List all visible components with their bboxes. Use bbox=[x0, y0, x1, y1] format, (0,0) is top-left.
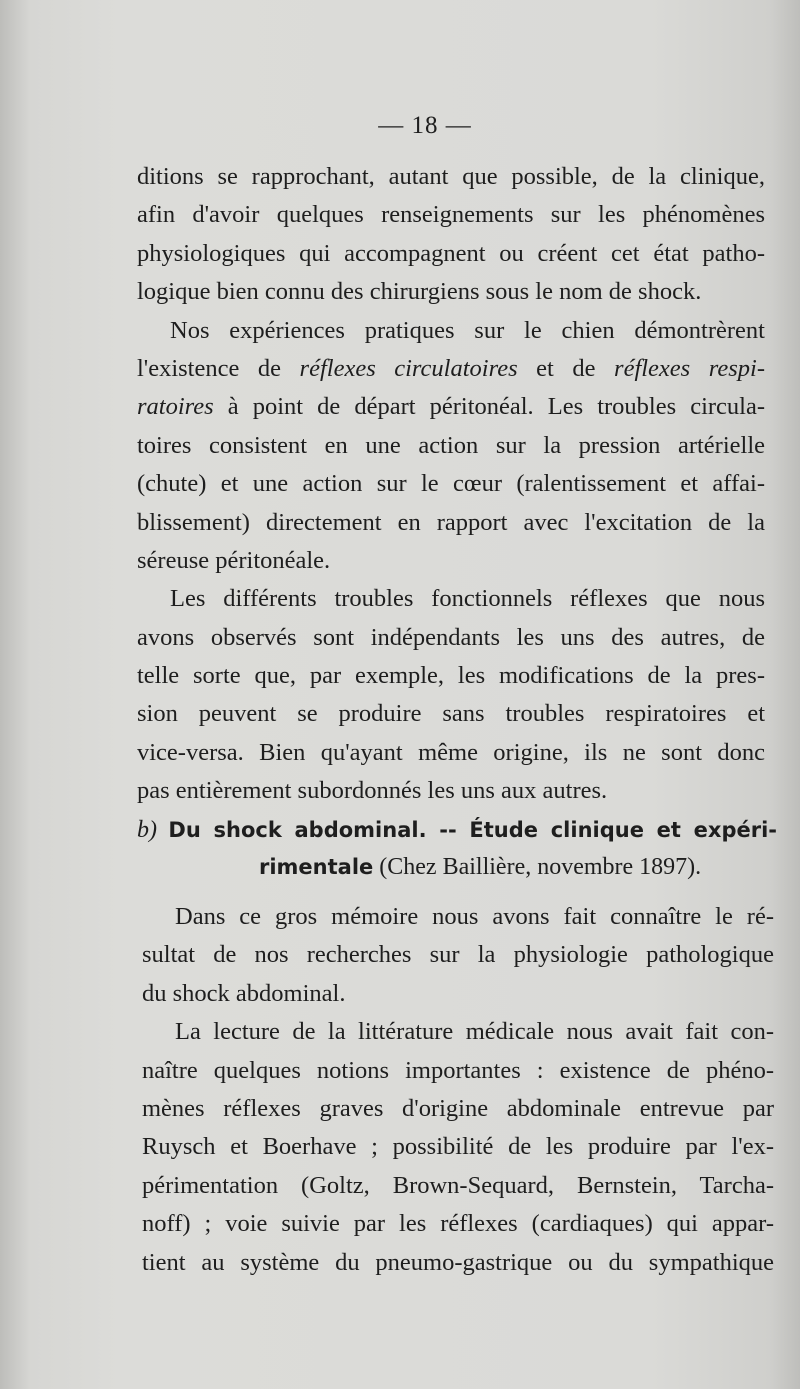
text-line bbox=[137, 388, 765, 426]
text-line: Dans ce gros mémoire nous avons fait connaître le ré- bbox=[175, 903, 774, 930]
text-line: logique bien connu des chirurgiens sous le nom de shock. bbox=[137, 278, 702, 306]
text-line: afin d'avoir quelques renseignements sur les phénomènes bbox=[137, 201, 765, 229]
text-line: physiologiques qui accompagnent ou créent cet état patho- bbox=[137, 239, 765, 267]
section-title-cont: rimentale bbox=[259, 855, 374, 879]
text-line: blissement) directement en rapport avec l'excitation de la bbox=[137, 508, 765, 536]
text-run: à point de départ péritonéal. Les troubles circula- bbox=[213, 393, 765, 421]
text-line: Nos expériences pratiques sur le chien démontrèrent bbox=[170, 316, 765, 344]
text-run: et de bbox=[517, 354, 615, 382]
text-line: noff) ; voie suivie par les réflexes (cardiaques) qui appar- bbox=[142, 1210, 774, 1238]
text-line: naître quelques notions importantes : existence de phéno- bbox=[142, 1056, 774, 1084]
text-line: ditions se rapprochant, autant que possible, de la clinique, bbox=[137, 163, 765, 190]
section-heading bbox=[137, 812, 777, 886]
section-title: Du shock abdominal. -- Étude clinique et expéri- bbox=[168, 818, 777, 842]
page-number: — 18 — bbox=[378, 112, 472, 139]
publication-note: (Chez Baillière, novembre 1897). bbox=[373, 854, 702, 880]
text-line: avons observés sont indépendants les uns des autres, de bbox=[137, 623, 765, 651]
text-line: Les différents troubles fonctionnels réflexes que nous bbox=[170, 585, 765, 613]
text-line: tient au système du pneumo-gastrique ou du sympathique bbox=[142, 1248, 774, 1276]
text-run: l'existence de bbox=[137, 354, 300, 382]
text-line: vice-versa. Bien qu'ayant même origine, ils ne sont donc bbox=[137, 738, 765, 766]
heading-line bbox=[137, 849, 777, 886]
body-text-lower bbox=[142, 898, 774, 1282]
text-line: toires consistent en une action sur la pression artérielle bbox=[137, 431, 765, 459]
text-line: du shock abdominal. bbox=[142, 979, 346, 1007]
text-line: telle sorte que, par exemple, les modifications de la pres- bbox=[137, 662, 765, 690]
text-line: périmentation (Goltz, Brown-Sequard, Bernstein, Tarcha- bbox=[142, 1171, 774, 1199]
text-line: pas entièrement subordonnés les uns aux autres. bbox=[137, 777, 608, 805]
text-line: sultat de nos recherches sur la physiologie pathologique bbox=[142, 941, 774, 969]
text-line: mènes réflexes graves d'origine abdominale entrevue par bbox=[142, 1094, 774, 1122]
text-line: Ruysch et Boerhave ; possibilité de les produire par l'ex- bbox=[142, 1133, 774, 1161]
body-text-upper bbox=[137, 158, 765, 811]
text-line: (chute) et une action sur le cœur (ralentissement et affai- bbox=[137, 470, 765, 498]
text-line bbox=[137, 350, 765, 388]
text-line: séreuse péritonéale. bbox=[137, 546, 331, 574]
section-label: b) bbox=[137, 817, 157, 843]
italic-term: réflexes respi- bbox=[614, 354, 765, 382]
italic-term: réflexes circulatoires bbox=[299, 354, 518, 382]
heading-line bbox=[137, 812, 777, 849]
text-line: sion peuvent se produire sans troubles respiratoires et bbox=[137, 700, 765, 728]
text-line: La lecture de la littérature médicale nous avait fait con- bbox=[175, 1018, 774, 1046]
italic-term: ratoires bbox=[137, 393, 214, 421]
